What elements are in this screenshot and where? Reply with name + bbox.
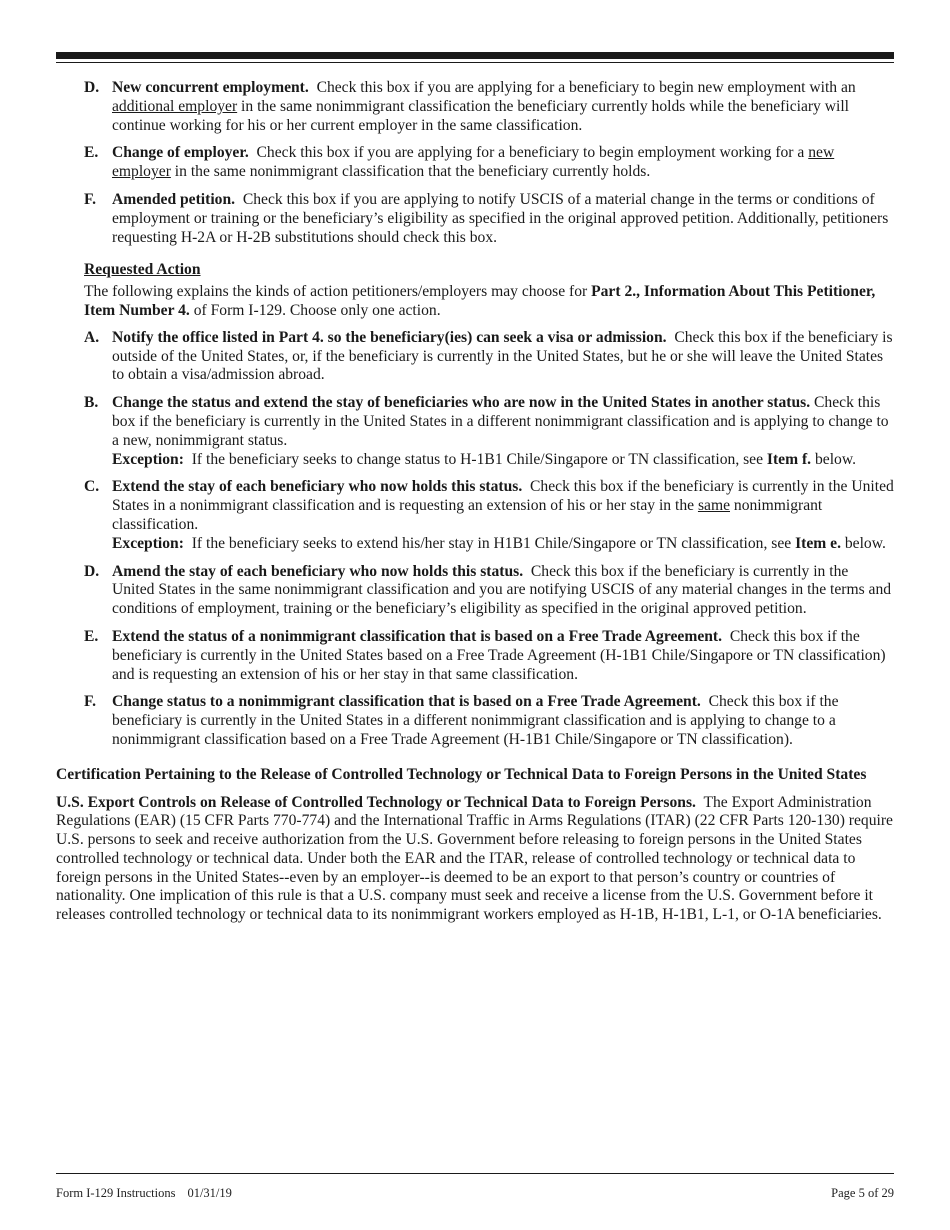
export-controls-paragraph: U.S. Export Controls on Release of Controlled Technology or Technical Data to Foreign Persons. The Export Administration Regulations (EAR) (15 CFR Parts 770-774) and the International Traffic in Arms Regulations (ITAR) (22 CFR Parts 120-130) require U.S. persons to seek and receive authorization from the U.S. Government before releasing to foreign persons in the United States controlled technology or technical data. Under both the EAR and the ITAR, release of controlled technology or technical data to foreign persons in the United States--even by an employer--is deemed to be an export to that person’s country or countries of nationality. One implication of this rule is that a U.S. company must seek and receive a license from the U.S. Government before it releases controlled technology or technical data to its nonimmigrant workers employed as H-1B, H-1B1, L-1, or O-1A beneficiaries.	[56, 793, 893, 924]
item-text: Check this box if you are applying for a beneficiary to begin employment working for a	[256, 144, 809, 162]
action-item-d	[56, 563, 894, 619]
footer-date: 01/31/19	[187, 1186, 232, 1200]
item-title: Change of employer.	[112, 144, 249, 162]
item-letter: E.	[84, 144, 99, 162]
item-title: New concurrent employment.	[112, 79, 309, 96]
header-rule-thin	[56, 62, 894, 63]
list-item-e	[56, 144, 894, 182]
item-title: Extend the status of a nonimmigrant classification that is based on a Free Trade Agreement.	[112, 627, 723, 645]
page-content	[56, 79, 894, 925]
action-item-e	[56, 628, 894, 684]
footer-form-name: Form I-129 Instructions	[56, 1186, 176, 1200]
item-letter: D.	[84, 562, 100, 580]
item-text: in the same nonimmigrant classification that the beneficiary currently holds.	[170, 163, 651, 181]
item-text: in the same nonimmigrant classification the beneficiary currently holds while the beneficiary will continue working for his or her current employer in the same classification.	[112, 97, 850, 134]
action-item-f	[56, 693, 894, 749]
certification-heading: Certification Pertaining to the Release of Controlled Technology or Technical Data to Foreign Persons in the United States	[56, 765, 867, 783]
underlined-term: new employer	[112, 144, 835, 181]
section-heading-requested-action: Requested Action	[84, 261, 201, 279]
item-letter: C.	[84, 478, 100, 496]
list-item-d	[56, 79, 894, 135]
page-footer	[56, 1186, 894, 1201]
exception-note: Exception: If the beneficiary seeks to extend his/her stay in H1B1 Chile/Singapore or TN classification, see Item e. below.	[112, 534, 886, 552]
item-title: Change status to a nonimmigrant classification that is based on a Free Trade Agreement.	[112, 693, 701, 711]
item-text: Check this box if you are applying for a beneficiary to begin new employment with an	[316, 79, 856, 96]
item-title: Amend the stay of each beneficiary who now holds this status.	[112, 562, 524, 580]
list-item-f	[56, 191, 894, 247]
action-item-b	[56, 394, 894, 469]
requested-action-intro: The following explains the kinds of action petitioners/employers may choose for Part 2., Information About This Petitioner, Item Number 4. of Form I-129. Choose only one action.	[84, 283, 876, 319]
item-title: Notify the office listed in Part 4. so the beneficiary(ies) can seek a visa or admission.	[112, 328, 667, 346]
action-item-a	[56, 329, 894, 385]
header-rule-thick	[56, 52, 894, 59]
item-letter: A.	[84, 328, 100, 346]
item-letter: D.	[84, 79, 100, 96]
item-text: Check this box if the beneficiary is currently in the United States in a different nonimmigrant classification and is applying to change to a new, nonimmigrant status.	[112, 394, 889, 449]
item-text: Check this box if the beneficiary is currently in the United States in the same nonimmigrant classification and you are notifying USCIS of any material changes in the terms and conditions of employment, training or the beneficiary’s eligibility as specified in the original approved petition.	[112, 562, 892, 618]
item-text: Check this box if the beneficiary is currently in the United States based on a Free Trade Agreement (H-1B1 Chile/Singapore or TN classification) and is requesting an extension of his or her stay in that same classification.	[112, 627, 886, 683]
item-letter: E.	[84, 627, 99, 645]
item-text: Check this box if the beneficiary is outside of the United States, or, if the beneficiary is currently in the United States, but he or she will leave the United States to obtain a visa/admission abroad.	[112, 328, 893, 384]
item-text: Check this box if you are applying to notify USCIS of a material change in the terms or conditions of employment or training or the beneficiary’s eligibility as specified in the original approved petition. Additionally, petitioners requesting H-2A or H-2B substitutions should check this box.	[112, 190, 889, 246]
underlined-term: same	[697, 497, 730, 515]
footer-page-number: Page 5 of 29	[831, 1186, 894, 1200]
item-text: Check this box if the beneficiary is currently in the United States in a different nonimmigrant classification and is applying to change to a nonimmigrant classification based on a Free Trade Agreement (H-1B1 Chile/Singapore or TN classification).	[112, 693, 839, 748]
item-text: nonimmigrant classification.	[112, 497, 823, 533]
item-title: Extend the stay of each beneficiary who now holds this status.	[112, 478, 523, 496]
action-item-c	[56, 478, 894, 553]
underlined-term: additional employer	[112, 97, 238, 115]
item-title: Amended petition.	[112, 190, 236, 208]
footer-rule	[56, 1173, 894, 1174]
item-letter: B.	[84, 394, 99, 412]
item-text: Check this box if the beneficiary is currently in the United States in a nonimmigrant classification and is requesting an extension of his or her stay in the	[112, 478, 894, 515]
exception-note: Exception: If the beneficiary seeks to change status to H-1B1 Chile/Singapore or TN classification, see Item f. below.	[112, 450, 856, 468]
item-title: Change the status and extend the stay of beneficiaries who are now in the United States in another status.	[112, 394, 811, 412]
item-letter: F.	[84, 693, 96, 711]
item-letter: F.	[84, 190, 96, 208]
